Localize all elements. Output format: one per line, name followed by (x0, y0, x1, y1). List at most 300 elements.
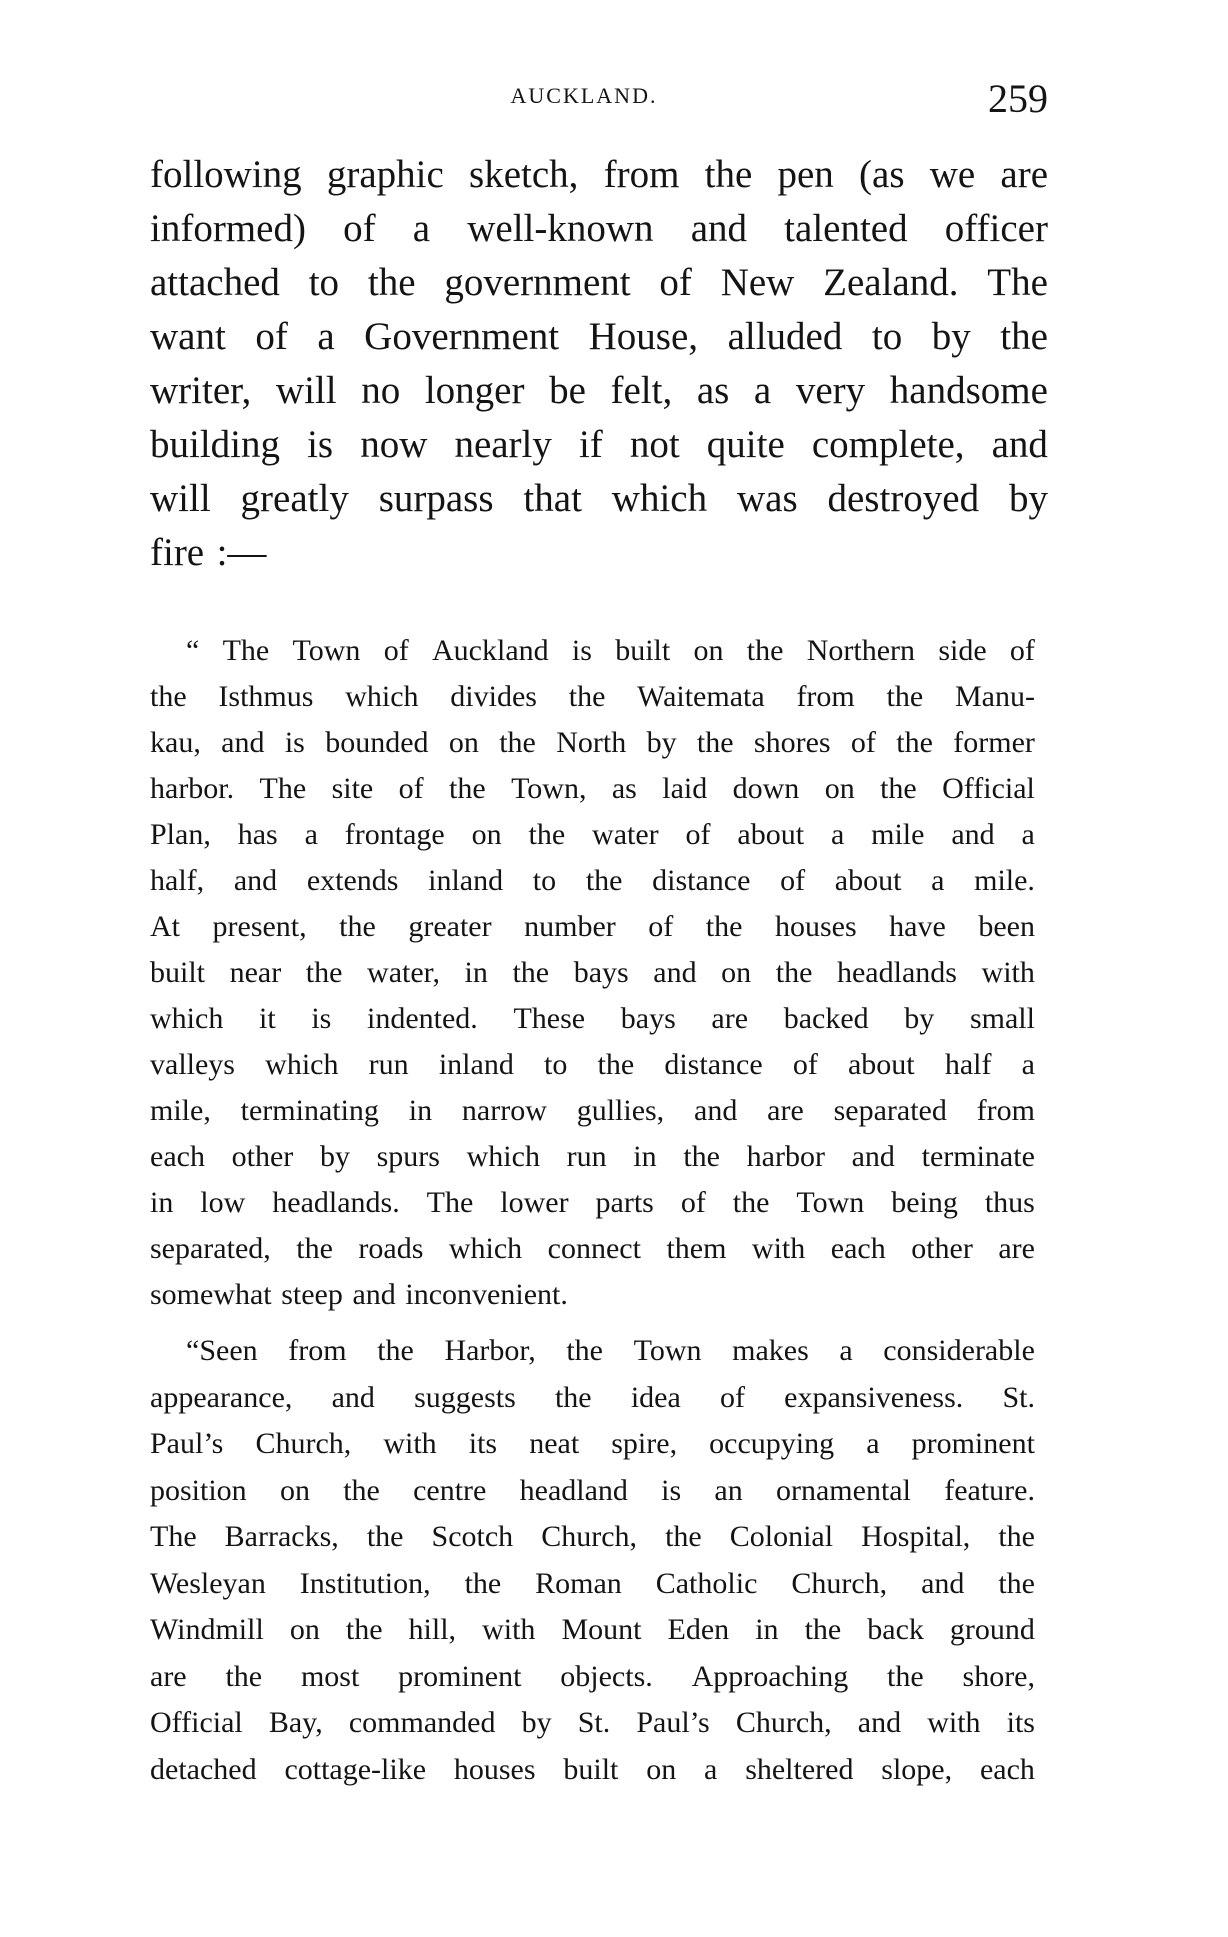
text-line (150, 950, 1035, 996)
word: of (792, 1048, 818, 1081)
word: headland (519, 1473, 628, 1507)
word: the (880, 772, 917, 805)
word: are (998, 1232, 1035, 1265)
word: Auckland (432, 634, 549, 667)
text-line (150, 674, 1035, 720)
word: will (275, 369, 337, 412)
word: The (426, 1186, 474, 1219)
word: back (867, 1613, 924, 1646)
word: run (566, 1140, 607, 1173)
word: low (200, 1186, 246, 1219)
word: present, (212, 910, 307, 943)
word: the (449, 772, 486, 805)
word: sketch, (469, 153, 579, 196)
word: greatly (240, 477, 349, 520)
text-line (150, 720, 1035, 766)
word: built (615, 634, 671, 667)
word: Official (150, 1706, 243, 1739)
page-header (150, 75, 1048, 121)
word: Institution, (299, 1566, 431, 1600)
word: writer, (150, 369, 252, 412)
word: the (512, 956, 550, 989)
word: was (736, 477, 798, 520)
word: and (991, 423, 1048, 466)
text-line (150, 1088, 1035, 1134)
word: separated (833, 1094, 947, 1127)
word: narrow (461, 1094, 547, 1127)
text-line (150, 996, 1035, 1042)
word: prominent (911, 1427, 1035, 1460)
word: well-known (467, 207, 654, 250)
text-line (150, 364, 1048, 418)
text-line (150, 1700, 1035, 1747)
text-line (150, 418, 1048, 472)
word: are (150, 1659, 187, 1693)
word: Zealand. (823, 261, 959, 304)
word: Scotch (431, 1520, 514, 1553)
word: separated, (150, 1232, 271, 1265)
word: and (857, 1706, 902, 1739)
word: Waitemata (637, 680, 765, 713)
word: on (448, 726, 479, 759)
word: on (721, 956, 752, 989)
word: on (471, 818, 502, 851)
word: with (482, 1613, 536, 1646)
word: the (377, 1334, 414, 1367)
word: side (938, 634, 987, 667)
word: with (751, 1232, 806, 1265)
text-line (150, 1042, 1035, 1088)
word: Paul’s (150, 1427, 224, 1460)
word: expansiveness. (784, 1380, 964, 1414)
word: of (780, 864, 806, 897)
word: longer (424, 369, 525, 412)
word: Hospital, (861, 1520, 971, 1553)
word: former (953, 726, 1035, 759)
word: Town (292, 634, 361, 667)
word: the (705, 910, 743, 943)
word: Mount (561, 1613, 642, 1646)
word: Approaching (691, 1659, 849, 1693)
word: by (931, 315, 971, 358)
word: of (343, 207, 376, 250)
word: of (648, 910, 674, 943)
word: a (931, 864, 945, 897)
word: number (524, 910, 616, 943)
word: :— (216, 531, 267, 574)
word: by (904, 1002, 935, 1035)
word: the (343, 1473, 380, 1507)
word: extends (306, 864, 399, 897)
word: harbor (746, 1140, 825, 1173)
word: the (566, 1334, 603, 1367)
word: the (886, 680, 924, 713)
word: considerable (883, 1334, 1035, 1367)
text-line (150, 1226, 1035, 1272)
word: are (1000, 153, 1048, 196)
word: in (633, 1140, 657, 1173)
word: the (366, 1520, 404, 1553)
word: a (753, 369, 772, 412)
word: each (830, 1232, 886, 1265)
text-line (150, 1747, 1035, 1794)
word: hill, (408, 1613, 457, 1646)
word: water (592, 818, 659, 851)
word: detached (150, 1752, 257, 1786)
word: has (237, 818, 278, 851)
word: a (830, 818, 845, 851)
word: with (927, 1706, 981, 1739)
word: The (987, 261, 1048, 304)
word: of (1009, 634, 1035, 667)
word: which (466, 1140, 540, 1173)
text-line (150, 1421, 1035, 1468)
word: New (720, 261, 795, 304)
word: a (866, 1427, 880, 1460)
word: attached (150, 261, 280, 304)
word: the (704, 153, 753, 196)
word: the (296, 1232, 333, 1265)
word: the (464, 1566, 502, 1600)
word: and (921, 1566, 965, 1600)
text-line (150, 1134, 1035, 1180)
word: “ (186, 634, 200, 667)
word: the (225, 1659, 263, 1693)
word: and (233, 864, 278, 897)
word: by (521, 1706, 552, 1739)
text-line (150, 310, 1048, 364)
word: cottage-like (284, 1752, 427, 1786)
word: surpass (378, 477, 494, 520)
word: now (360, 423, 428, 466)
word: which (345, 680, 419, 713)
text-line (150, 256, 1048, 310)
word: of (398, 772, 424, 805)
word: with (981, 956, 1035, 989)
word: half, (150, 864, 205, 897)
word: occupying (709, 1427, 835, 1460)
word: inland (428, 864, 504, 897)
word: thus (984, 1186, 1035, 1219)
word: complete, (811, 423, 965, 466)
word: a (1021, 818, 1035, 851)
word: being (891, 1186, 958, 1219)
word: a (839, 1334, 853, 1367)
word: informed) (150, 207, 306, 250)
text-line (150, 1468, 1035, 1515)
word: and (851, 1140, 895, 1173)
word: steep (281, 1278, 343, 1311)
word: Church, (255, 1427, 352, 1460)
word: and (331, 1380, 375, 1414)
word: The (222, 634, 270, 667)
word: them (666, 1232, 727, 1265)
word: and (221, 726, 265, 759)
word: Wesleyan (150, 1566, 266, 1600)
word: inconvenient. (405, 1278, 568, 1311)
word: Church, (791, 1566, 888, 1600)
word: built (563, 1752, 619, 1786)
word: other (231, 1140, 294, 1173)
word: Bay, (268, 1706, 323, 1739)
word: sheltered (745, 1752, 854, 1786)
word: its (468, 1427, 498, 1460)
word: the (305, 956, 343, 989)
word: have (889, 910, 946, 943)
text-line (150, 812, 1035, 858)
word: and (653, 956, 697, 989)
word: feature. (944, 1473, 1035, 1507)
word: the (150, 680, 187, 713)
word: from (976, 1094, 1035, 1127)
word: which (448, 1232, 523, 1265)
word: to (532, 864, 557, 897)
word: shore, (962, 1659, 1035, 1693)
word: run (368, 1048, 409, 1081)
word: Town (796, 1186, 865, 1219)
word: the (345, 1613, 383, 1646)
word: Church, (541, 1520, 638, 1553)
word: is (307, 423, 334, 466)
word: commanded (348, 1706, 496, 1739)
word: with (383, 1427, 437, 1460)
word: the (896, 726, 933, 759)
word: the (597, 1048, 635, 1081)
word: the (746, 634, 784, 667)
word: terminating (240, 1094, 379, 1127)
text-line (150, 858, 1035, 904)
word: of (850, 726, 876, 759)
word: other (911, 1232, 973, 1265)
word: “Seen (186, 1334, 258, 1367)
word: Roman (535, 1566, 622, 1600)
word: following (150, 153, 302, 196)
word: in (150, 1186, 174, 1219)
word: a (1021, 1048, 1035, 1081)
text-line (150, 1607, 1035, 1654)
text-line (150, 628, 1035, 674)
word: the (683, 1140, 720, 1173)
word: felt, (610, 369, 673, 412)
word: from (288, 1334, 347, 1367)
word: alluded (727, 315, 843, 358)
text-line (150, 1180, 1035, 1226)
word: Isthmus (218, 680, 314, 713)
word: houses (774, 910, 857, 943)
word: mile. (974, 864, 1035, 897)
word: Paul’s (636, 1706, 710, 1739)
word: about (834, 864, 902, 897)
word: its (1006, 1706, 1035, 1739)
text-line (150, 1328, 1035, 1375)
word: a (412, 207, 431, 250)
word: by (1009, 477, 1048, 520)
word: and (690, 207, 748, 250)
word: shores (753, 726, 831, 759)
word: roads (358, 1232, 424, 1265)
word: Northern (806, 634, 916, 667)
word: parts (595, 1186, 654, 1219)
word: of (680, 1186, 706, 1219)
word: Town (633, 1334, 702, 1367)
word: to (544, 1048, 568, 1081)
word: gullies, (576, 1094, 665, 1127)
word: the (367, 261, 416, 304)
word: of (719, 1380, 745, 1414)
word: Colonial (729, 1520, 834, 1553)
word: site (331, 772, 374, 805)
word: is (284, 726, 305, 759)
word: the (568, 680, 606, 713)
word: down (732, 772, 800, 805)
word: idea (630, 1380, 681, 1414)
word: and (694, 1094, 738, 1127)
page-number: 259 (988, 76, 1048, 121)
word: bays (573, 956, 629, 989)
text-line (150, 904, 1035, 950)
word: on (824, 772, 855, 805)
word: Harbor, (444, 1334, 536, 1367)
word: and (352, 1278, 396, 1311)
word: a (304, 818, 318, 851)
word: prominent (398, 1659, 522, 1693)
word: as (696, 369, 730, 412)
word: connect (547, 1232, 641, 1265)
word: the (665, 1520, 702, 1553)
word: half (944, 1048, 992, 1081)
word: the (804, 1613, 842, 1646)
word: building (150, 423, 281, 466)
text-line (150, 526, 1048, 580)
word: St. (577, 1706, 611, 1739)
word: to (308, 261, 340, 304)
word: if (578, 423, 603, 466)
word: the (528, 818, 566, 851)
text-line (150, 1272, 1035, 1318)
word: St. (1002, 1380, 1035, 1414)
text-line (150, 1375, 1035, 1422)
word: bays (620, 1002, 676, 1035)
running-head: AUCKLAND. (510, 83, 658, 108)
word: The (259, 772, 307, 805)
word: the (887, 1659, 924, 1693)
word: in (408, 1094, 433, 1127)
word: by (646, 726, 677, 759)
word: on (646, 1752, 677, 1786)
word: headlands. (272, 1186, 400, 1219)
word: the (998, 1566, 1035, 1600)
word: Plan, (150, 818, 211, 851)
word: lower (500, 1186, 569, 1219)
word: it (258, 1002, 276, 1035)
word: appearance, (150, 1380, 293, 1414)
word: which (611, 477, 708, 520)
word: on (289, 1613, 320, 1646)
word: Barracks, (224, 1520, 339, 1553)
word: which (265, 1048, 339, 1081)
word: small (969, 1002, 1035, 1035)
word: frontage (344, 818, 445, 851)
word: spurs (376, 1140, 440, 1173)
word: nearly (454, 423, 552, 466)
text-line (150, 1514, 1035, 1561)
word: on (279, 1473, 310, 1507)
word: the (554, 1380, 592, 1414)
word: distance (664, 1048, 763, 1081)
word: distance (652, 864, 751, 897)
word: valleys (150, 1048, 235, 1081)
word: government (444, 261, 631, 304)
word: of (383, 634, 409, 667)
word: inland (438, 1048, 514, 1081)
word: each (150, 1140, 205, 1173)
word: be (549, 369, 586, 412)
word: on (693, 634, 724, 667)
word: pen (777, 153, 834, 196)
word: House, (588, 315, 699, 358)
word: the (499, 726, 536, 759)
word: graphic (326, 153, 444, 196)
word: an (714, 1473, 743, 1507)
word: each (979, 1752, 1035, 1786)
word: slope, (881, 1752, 953, 1786)
word: handsome (889, 369, 1048, 412)
word: position (150, 1473, 247, 1507)
word: the (339, 910, 376, 943)
word: the (732, 1186, 770, 1219)
word: talented (784, 207, 908, 250)
word: Catholic (655, 1566, 758, 1600)
word: somewhat (150, 1278, 272, 1311)
word: of (659, 261, 692, 304)
word: which (150, 1002, 224, 1035)
word: fire (150, 531, 205, 574)
word: very (795, 369, 866, 412)
intro-paragraph (150, 148, 1048, 580)
word: spire, (611, 1427, 678, 1460)
word: terminate (921, 1140, 1035, 1173)
word: kau, (150, 726, 201, 759)
word: Official (942, 772, 1035, 805)
word: Government (364, 315, 560, 358)
text-line (150, 148, 1048, 202)
word: near (229, 956, 282, 989)
word: a (317, 315, 335, 358)
word: backed (783, 1002, 869, 1035)
word: is (571, 634, 592, 667)
word: mile (871, 818, 925, 851)
word: of (255, 315, 288, 358)
word: Manu- (954, 680, 1035, 713)
word: centre (413, 1473, 487, 1507)
word: The (150, 1520, 197, 1553)
word: no (361, 369, 401, 412)
word: indented. (366, 1002, 478, 1035)
word: most (300, 1659, 360, 1693)
word: neat (529, 1427, 580, 1460)
word: is (661, 1473, 682, 1507)
quote-paragraph (150, 628, 1035, 1318)
word: we (929, 153, 976, 196)
word: objects. (560, 1659, 653, 1693)
text-line (150, 1654, 1035, 1701)
word: bounded (325, 726, 429, 759)
text-line (150, 202, 1048, 256)
word: the (998, 1520, 1035, 1553)
word: Eden (667, 1613, 730, 1646)
word: suggests (414, 1380, 516, 1414)
word: from (603, 153, 680, 196)
